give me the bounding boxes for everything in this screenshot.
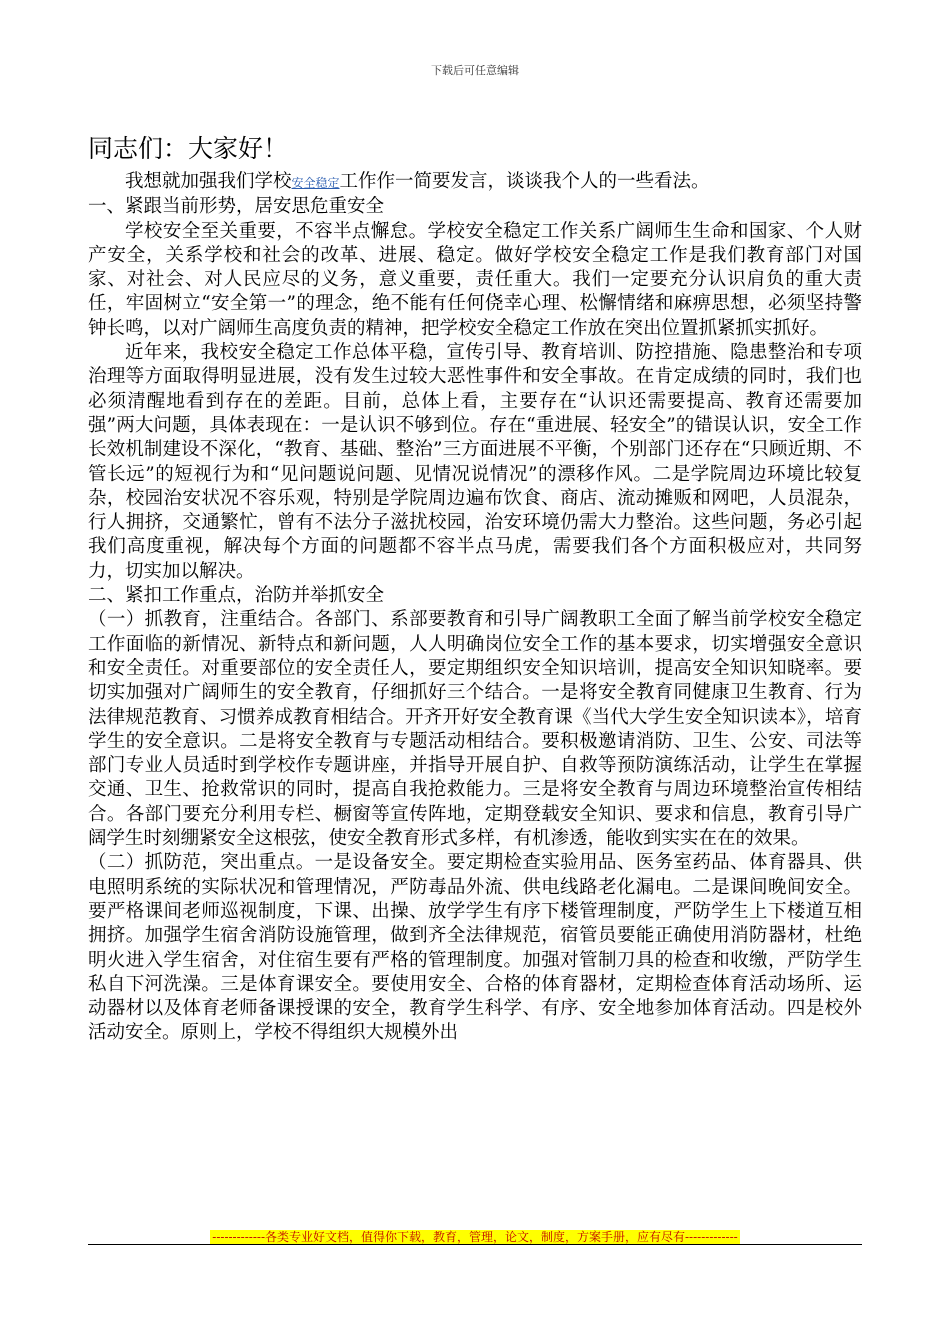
section1-paragraph-2: 近年来，我校安全稳定工作总体平稳，宣传引导、教育培训、防控措施、隐患整治和专项治理等方面取得明显进展，没有发生过较大恶性事件和安全事故。在肯定成绩的同时，我们也必须清醒地看到存在的差距。目前，总体上看，主要存在“认识还需要提高、教育还需要加强”两大问题，具体表现在：一是认识不够到位。存在“重进展、轻安全”的错误认识，安全工作长效机制建设不深化，“教育、基础、整治”三方面进展不平衡，个别部门还存在“只顾近期、不管长远”的短视行为和“见问题说问题、见情况说情况”的漂移作风。二是学院周边环境比较复杂，校园治安状况不容乐观，特别是学院周边遍布饮食、商店、流动摊贩和网吧，人员混杂，行人拥挤，交通繁忙，曾有不法分子滋扰校园，治安环境仍需大力整治。这些问题，务必引起我们高度重视，解决每个方面的问题都不容半点马虎，需要我们各个方面积极应对，共同努力，切实加以解决。: [88, 342, 862, 582]
section2-heading: 二、紧扣工作重点，治防并举抓安全: [88, 585, 385, 607]
page-header: [0, 62, 950, 78]
intro-paragraph: [88, 170, 862, 195]
document-body: [88, 130, 862, 1046]
intro-text-before: 我想就加强我们学校: [125, 171, 292, 192]
safety-stability-link[interactable]: 安全稳定: [291, 176, 340, 190]
section1-heading: 一、紧跟当前形势，居安思危重安全: [88, 196, 385, 218]
footer-banner: [0, 1226, 950, 1245]
footer-banner-text: -------------各类专业好文档，值得你下载，教育，管理，论文，制度，方案手册，应有尽有-------------: [212, 1230, 738, 1244]
section2-paragraph-2: （二）抓防范，突出重点。一是设备安全。要定期检查实验用品、医务室药品、体育器具、供电照明系统的实际状况和管理情况，严防毒品外流、供电线路老化漏电。二是课间晚间安全。要严格课间老师巡视制度，下课、出操、放学学生有序下楼管理制度，严防学生上下楼道互相拥挤。加强学生宿舍消防设施管理，做到齐全法律规范，宿管员要能正确使用消防器材，杜绝明火进入学生宿舍，对住宿生要有严格的管理制度。加强对管制刀具的检查和收缴，严防学生私自下河洗澡。三是体育课安全。要使用安全、合格的体育器材，定期检查体育活动场所、运动器材以及体育老师备课授课的安全，教育学生科学、有序、安全地参加体育活动。四是校外活动安全。原则上，学校不得组织大规模外出: [88, 852, 862, 1044]
section1-paragraph-1: 学校安全至关重要，不容半点懈怠。学校安全稳定工作关系广阔师生生命和国家、个人财产安全，关系学校和社会的改革、进展、稳定。做好学校安全稳定工作是我们教育部门对国家、对社会、对人民应尽的义务，意义重要，责任重大。我们一定要充分认识肩负的重大责任，牢固树立“安全第一”的理念，绝不能有任何侥幸心理、松懈情绪和麻痹思想，必须坚持警钟长鸣，以对广阔师生高度负责的精神，把学校安全稳定工作放在突出位置抓紧抓实抓好。: [88, 220, 862, 339]
header-text: 下载后可任意编辑: [431, 64, 519, 77]
footer-divider: [88, 1244, 862, 1245]
greeting: 同志们：大家好！: [88, 134, 289, 163]
section2-paragraph-1: （一）抓教育，注重结合。各部门、系部要教育和引导广阔教职工全面了解当前学校安全稳定工作面临的新情况、新特点和新问题，人人明确岗位安全工作的基本要求，切实增强安全意识和安全责任。对重要部位的安全责任人，要定期组织安全知识培训，提高安全知识知晓率。要切实加强对广阔师生的安全教育，仔细抓好三个结合。一是将安全教育同健康卫生教育、行为法律规范教育、习惯养成教育相结合。开齐开好安全教育课《当代大学生安全知识读本》，培育学生的安全意识。二是将安全教育与专题活动相结合。要积极邀请消防、卫生、公安、司法等部门专业人员适时到学校作专题讲座，并指导开展自护、自救等预防演练活动，让学生在掌握交通、卫生、抢救常识的同时，提高自我抢救能力。三是将安全教育与周边环境整治宣传相结合。各部门要充分利用专栏、橱窗等宣传阵地，定期登载安全知识、要求和信息，教育引导广阔学生时刻绷紧安全这根弦，使安全教育形式多样，有机渗透，能收到实实在在的效果。: [88, 609, 862, 850]
intro-text-after: 工作作一简要发言，谈谈我个人的一些看法。: [339, 171, 710, 192]
